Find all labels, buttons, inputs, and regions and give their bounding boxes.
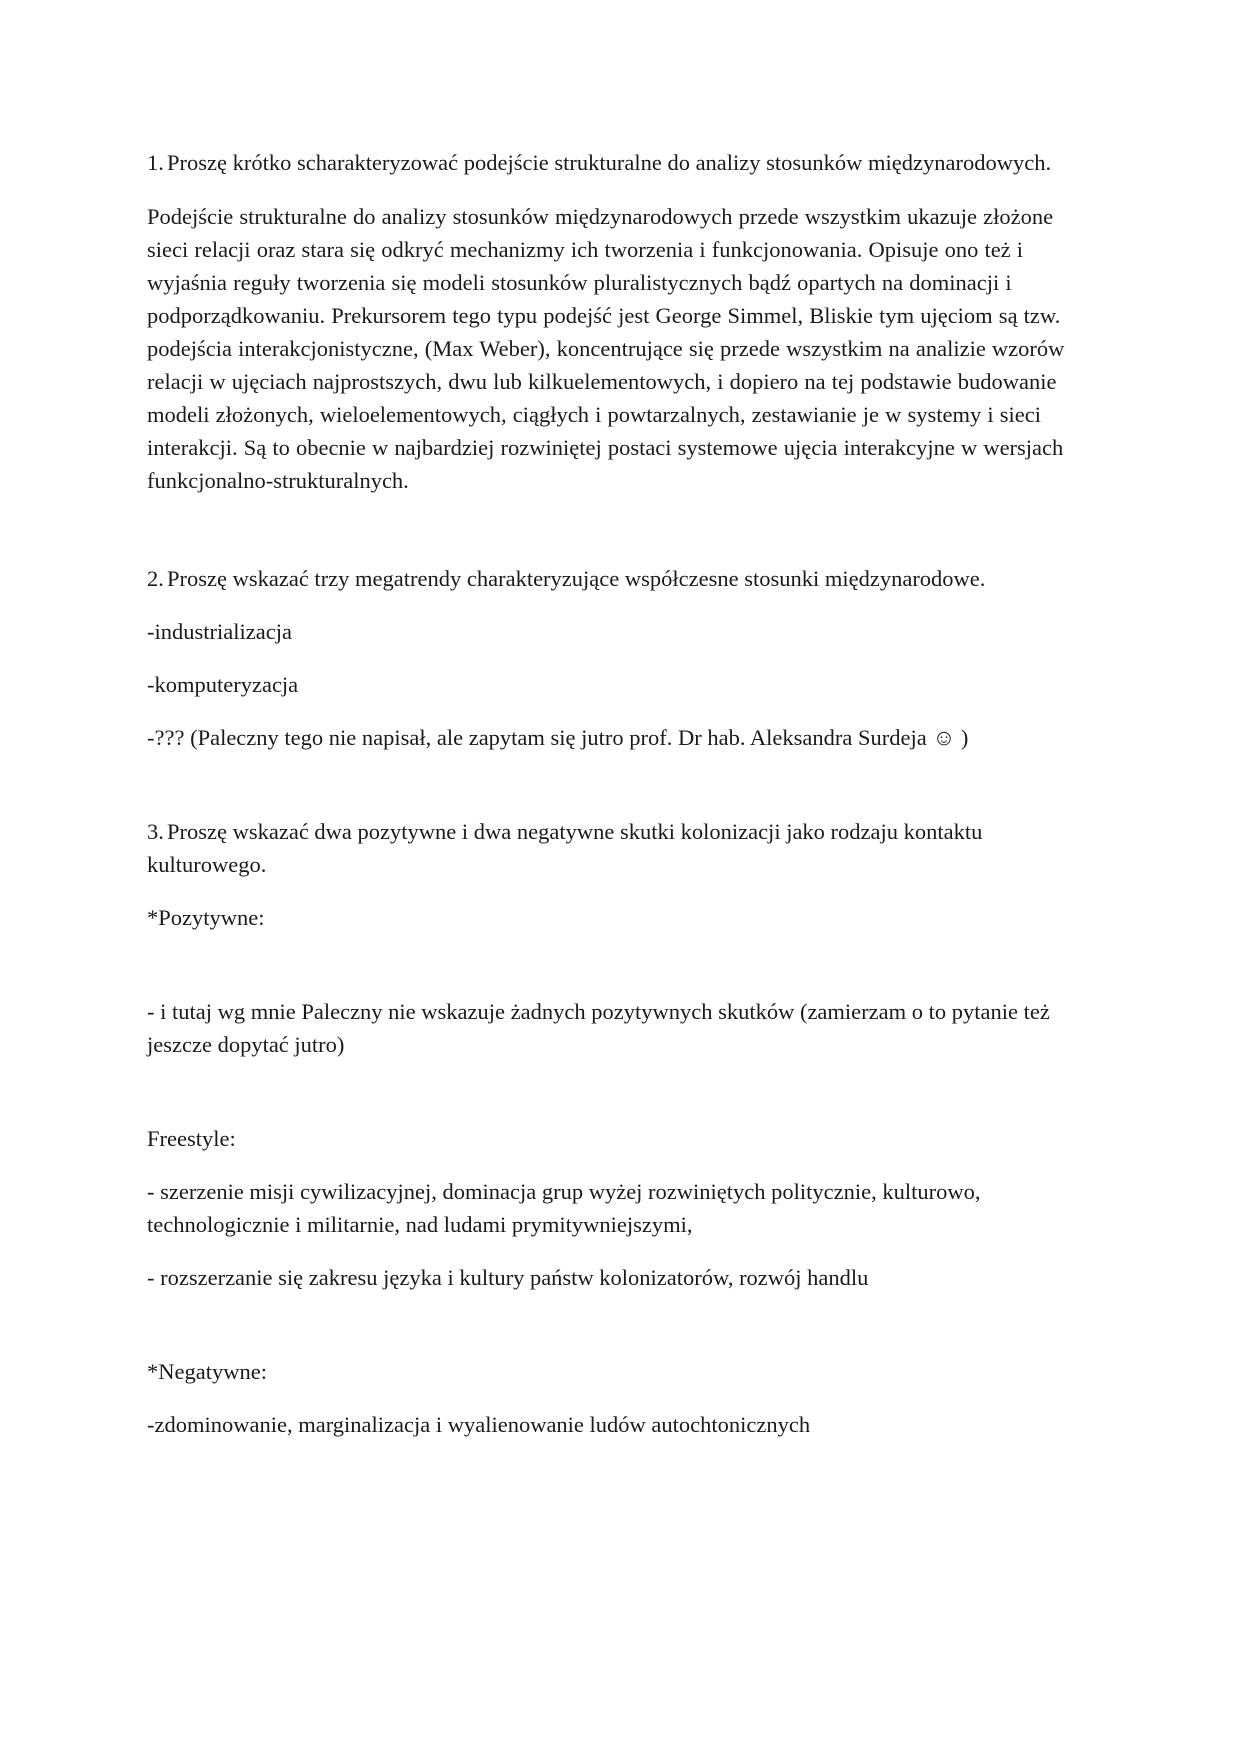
megatrend-item-3: -??? (Paleczny tego nie napisał, ale zapytam się jutro prof. Dr hab. Aleksandra Surdeja ☺ ) — [147, 725, 969, 750]
question-2-text: Proszę wskazać trzy megatrendy charakteryzujące współczesne stosunki międzynarodowe. — [167, 566, 986, 591]
question-1-text: Proszę krótko scharakteryzować podejście strukturalne do analizy stosunków międzynarodowych. — [167, 150, 1052, 175]
question-1 — [147, 146, 1097, 179]
question-3-number: 3. — [147, 819, 164, 844]
megatrend-item-1: -industrializacja — [147, 619, 292, 644]
positive-note: - i tutaj wg mnie Paleczny nie wskazuje żadnych pozytywnych skutków (zamierzam o to pytanie też jeszcze dopytać jutro) — [147, 999, 1050, 1057]
megatrend-item-2: -komputeryzacja — [147, 672, 299, 697]
question-1-number: 1. — [147, 150, 164, 175]
negative-heading: *Negatywne: — [147, 1359, 267, 1384]
question-2 — [147, 562, 1097, 595]
question-2-number: 2. — [147, 566, 164, 591]
negative-item-1: -zdominowanie, marginalizacja i wyalienowanie ludów autochtonicznych — [147, 1412, 811, 1437]
answer-1: Podejście strukturalne do analizy stosunków międzynarodowych przede wszystkim ukazuje złożone sieci relacji oraz stara się odkryć mechanizmy ich tworzenia i funkcjonowania. Opisuje ono też i wyjaśnia reguły tworzenia się modeli stosunków pluralistycznych bądź opartych na dominacji i podporządkowaniu. Prekursorem tego typu podejść jest George Simmel, Bliskie tym ujęciom są tzw. podejścia interakcjonistyczne, (Max Weber), koncentrujące się przede wszystkim na analizie wzorów relacji w ujęciach najprostszych, dwu lub kilkuelementowych, i dopiero na tej podstawie budowanie modeli złożonych, wieloelementowych, ciągłych i powtarzalnych, zestawianie je w systemy i sieci interakcji. Są to obecnie w najbardziej rozwiniętej postaci systemowe ujęcia interakcyjne w wersjach funkcjonalno-strukturalnych. — [147, 204, 1065, 493]
question-3-text: Proszę wskazać dwa pozytywne i dwa negatywne skutki kolonizacji jako rodzaju kontaktu kulturowego. — [147, 819, 983, 877]
freestyle-item-2: - rozszerzanie się zakresu języka i kultury państw kolonizatorów, rozwój handlu — [147, 1265, 869, 1290]
freestyle-heading: Freestyle: — [147, 1126, 236, 1151]
freestyle-item-1: - szerzenie misji cywilizacyjnej, dominacja grup wyżej rozwiniętych politycznie, kulturowo, technologicznie i militarnie, nad ludami prymitywniejszymi, — [147, 1179, 981, 1237]
question-3 — [147, 815, 1097, 881]
document-content — [147, 146, 1097, 1441]
positive-heading: *Pozytywne: — [147, 905, 265, 930]
